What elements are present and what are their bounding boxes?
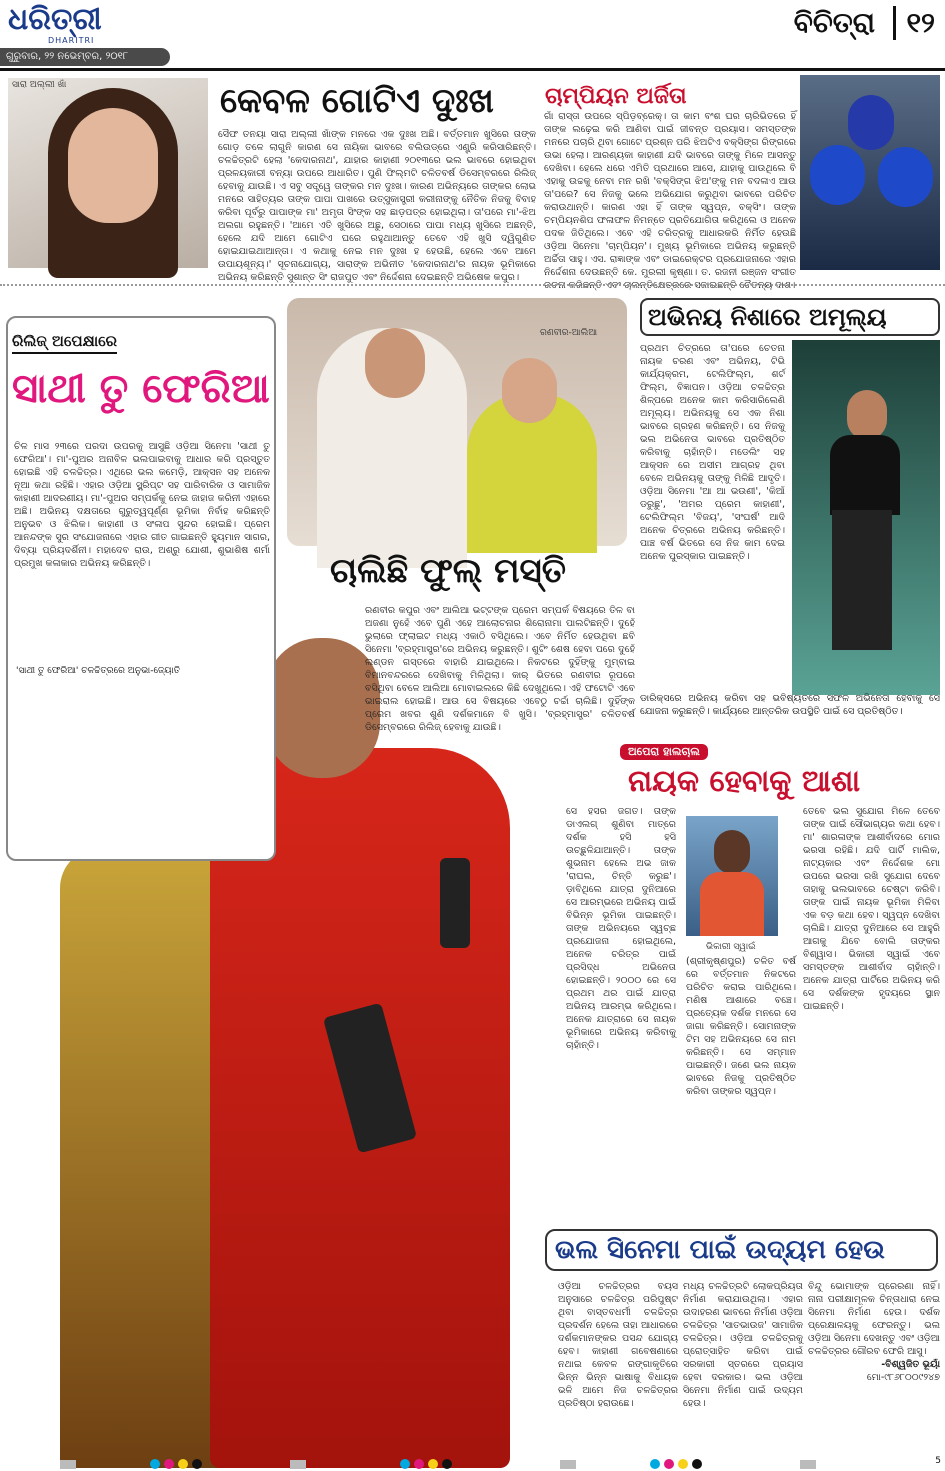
story3-headline: ଚାଲିଛି ଫୁଲ୍ ମସ୍ତି — [330, 551, 566, 591]
black-dot — [192, 1459, 202, 1469]
bhala-cinema-headline: ଭଲ ସିନେମା ପାଇଁ ଉଦ୍ୟମ ହେଉ — [545, 1229, 938, 1271]
bhala-body-col3-text: ବିନ୍ଦୁ ଭୋମାଙ୍କ ପ୍ରେରଣା ନାହିଁ। ନାନା ପରୀକ୍ଷାମୂଳକ ଚିନ୍ତାଧାରା ନେଇ ସିନେମା ନିର୍ମାଣ ହେଉ। ଦର୍ଶକ ପ୍ରେକ୍ଷାଳୟକୁ ଫେରନ୍ତୁ। ଭଲ ଓଡ଼ିଆ ସିନେମା ଦେଖନ୍ତୁ ଏବଂ ଓଡ଼ିଆ ଚଳଚ୍ଚିତ୍ରର ଗୌରବ ଫେରି ଆସୁ। — [808, 1281, 940, 1357]
black-dot — [692, 1459, 702, 1469]
saathi-body: ଚିଳ ମାସ ୨୩ରେ ପରଦା ଉପରକୁ ଆସୁଛି ଓଡ଼ିଆ ସିନେମା 'ସାଥୀ ତୁ ଫେରିଆ'। ମା'-ପୁଅର ଅନାବିଳ ଭଲପାଇବାକୁ ଆଧାର କରି ପ୍ରସ୍ତୁତ ହୋଇଛି ଏହି ଚଳଚ୍ଚିତ୍ର। ଏଥିରେ ଭଲ କମେଡ଼ି, ଆକ୍ସନ ସହ ଅନେକ ନୂଆ କଥା ରହିଛି। ଏହାର ଓଡ଼ିଆ ସ୍କ୍ରିପ୍ଟ ସହ ପାରିବାରିକ ଓ ସାମାଜିକ କାହାଣୀ ଆଦରଣୀୟ। ମା'-ପୁଅର ସମ୍ପର୍କକୁ ନେଇ ଜାହାଜ କରିନୀ ଏହାରେ ଅଛି। ଅଭିନୟ ଦକ୍ଷତାରେ ଗୁରୁତ୍ୱପୂର୍ଣ୍ଣ ଭୂମିକା ନିର୍ବାହ କରିଛନ୍ତି ଅନୁଭବ ଓ ଝିଲିକ। କାହାଣୀ ଓ ସଂଳାପ ସୁନ୍ଦର ହୋଇଛି। ପ୍ରେମ ଆନନ୍ଦଙ୍କ ସୁର ସଂଯୋଜନାରେ ଏହାର ଗୀତ ଗାଇଛନ୍ତି ହ୍ୟୁମାନ ସାଗର, ଦିବ୍ୟା ପ୍ରିୟଦର୍ଶିନୀ। ମହାଦେବ ରାଉ, ଅଶ୍ରୁ ଯୋଶୀ, ଶୁଭାଶିଷ ଶର୍ମା ପ୍ରମୁଖ କଳାକାର ଅଭିନୟ କରିଛନ୍ତି। — [14, 441, 270, 569]
logo-subtext: DHARITRI — [48, 36, 95, 45]
nayak-body-col3: ତେବେ ଭଲ ସୁଯୋଗ ମିଳେ ତେବେ ତାଙ୍କ ପାଇଁ ସୌଭାଗ୍ୟର କଥା ହେବ। ମା' ଶାରଳାଙ୍କ ଆଶୀର୍ବାଦରେ ମୋର ଭରସା ରହିଛି। ଯଦି ପାର୍ଟି ମାଲିକ, ନାଟ୍ୟକାର ଏବଂ ନିର୍ଦ୍ଦେଶକ ମୋ ଉପରେ ଭରସା ରଖି ସୁଯୋଗ ଦେବେ ତାହାକୁ ଭଲଭାବରେ ଚେଷ୍ଟା କରିବି। ତାଙ୍କ ପାଇଁ ନାୟକ ଭୂମିକା ମିଳିବା ଏକ ବଡ଼ କଥା ହେବ। ସ୍ୱପ୍ନ ଦେଖିବା ଚାଲିଛି। ଯାତ୍ରା ଦୁନିଆରେ ସେ ଆହୁରି ଆଗକୁ ଯିବେ ବୋଲି ତାଙ୍କର ବିଶ୍ୱାସ। ଭିକାରୀ ସ୍ୱାଇଁ ଏବେ ସମସ୍ତଙ୍କ ଆଶୀର୍ବାଦ ଚାହାଁନ୍ତି। ଅନେକ ଯାତ୍ରା ପାର୍ଟିରେ ଅଭିନୟ କରି ସେ ଦର୍ଶକଙ୍କ ହୃଦୟରେ ସ୍ଥାନ ପାଇଛନ୍ତି। — [803, 806, 940, 1012]
bhala-body-col2: ମଧ୍ୟ ଚଳଚ୍ଚିତ୍ରଟି ଲୋକପ୍ରିୟତା ନିର୍ମାଣ କରାଯାଉଥିଲା। ଏହାର ଉଦାହରଣ ଭାବରେ ନିର୍ମାଣ ଓଡ଼ିଆ ଚଳଚ୍ଚିତ୍ର 'ସାତଭାଉଜ' ସାମାଜିକ ଚଳଚ୍ଚିତ୍ର। ଓଡ଼ିଆ ଚଳଚ୍ଚିତ୍ରକୁ ପ୍ରୋତ୍ସାହିତ କରିବା ପାଇଁ ସରକାରୀ ସ୍ତରରେ ପ୍ରୟାସ ହେବା ଦରକାର। ଭଲ ଓଡ଼ିଆ ସିନେମା ନିର୍ମାଣ ପାଇଁ ଉଦ୍ୟମ ହେଉ। — [683, 1281, 803, 1409]
saathi-caption: 'ସାଥୀ ତୁ ଫେରିଆ' ଚଳଚ୍ଚିତ୍ରରେ ଅନୁଭା-ଜ୍ୟୋତି — [16, 666, 181, 676]
section-name: ବିଚିତ୍ରା — [793, 6, 875, 39]
photo-face-shape — [847, 390, 887, 440]
sara-ali-khan-photo — [8, 78, 208, 268]
actor-amulya-photo — [792, 340, 940, 695]
nayak-kicker: ଅପେରା ହାଲଚାଲ — [620, 744, 708, 760]
poster-man-head-shape — [265, 638, 380, 778]
magenta-dot — [414, 1459, 424, 1469]
nayak-body-col1: ସେ ହସର ଜଗତ। ତାଙ୍କ ଡାଏଲଗ୍ ଶୁଣିବା ମାତ୍ରେ ଦର୍ଶକ ହସି ହସି ଉଚ୍ଛୁଳିଯାଆନ୍ତି। ତାଙ୍କ ଶୁଭନାମ ହେଲେ ଅଭ ଜାକ 'ରାଘଲ, ଚିନ୍ତି କରୁଛ'। ଡ଼ାବିଥିଲେ ଯାତ୍ରା ଦୁନିଆରେ ସେ ଆରମ୍ଭରେ ଅଭିନୟ ପାଇଁ ବିଭିନ୍ନ ଭୂମିକା ପାଇଛନ୍ତି। ତାଙ୍କ ଅଭିନୟରେ ସ୍ୱଚ୍ଛ ପ୍ରଯୋଜନା ହୋଇଥିଲେ, ଅନେକ ଚରିତ୍ର ପାଇଁ ପ୍ରସିଦ୍ଧ ଅଭିନେତା ହୋଇଛନ୍ତି। ୨୦୦୦ ରେ ସେ ପ୍ରଥମ ଥର ପାଇଁ ଯାତ୍ରା ଅଭିନୟ ଆରମ୍ଭ କରିଥିଲେ। ଅନେକ ଯାତ୍ରାରେ ସେ ନାୟକ ଭୂମିକାରେ ଅଭିନୟ କରିବାକୁ ଚାହାଁନ୍ତି। — [566, 806, 676, 1051]
magenta-dot — [664, 1459, 674, 1469]
nayak-photo-caption: ଭିକାରୀ ସ୍ୱାଇଁ — [706, 942, 756, 952]
cyan-dot — [150, 1459, 160, 1469]
sara-photo-caption: ସାରା ଅଲ୍ଲୀ ଖାଁ — [12, 80, 67, 90]
story1-headline: କେବଳ ଗୋଟିଏ ଦୁଃଖ — [220, 81, 494, 121]
bhala-body-col3 — [808, 1280, 940, 1458]
newspaper-logo[interactable] — [8, 4, 158, 52]
cyan-dot — [650, 1459, 660, 1469]
boxing-glove-icon — [810, 145, 865, 205]
print-registration-marks — [0, 1458, 945, 1471]
photo-person-shape — [700, 872, 764, 936]
photo-face-shape — [714, 830, 750, 874]
photo-person-shape — [830, 435, 900, 515]
abhinay-headline: ଅଭିନୟ ନିଶାରେ ଅମୂଲ୍ୟ — [640, 298, 940, 336]
yellow-dot — [178, 1459, 188, 1469]
page-number: ୧୨ — [893, 6, 935, 40]
story3-body: ରଣବୀର କପୁର ଏବଂ ଆଲିଆ ଭଟ୍ଟଙ୍କ ପ୍ରେମ ସମ୍ପର୍କ ବିଷୟରେ ତିଳ ବା ଅଜଣା ନୁହେଁ ଏବେ ପୁଣି ଏହେ ଆଲୋଚନାର ଶିରୋନାମା ପାଲଟିଛନ୍ତି। ଦୁହେଁ ଭୁଲାରେ ଫ୍ଲାଇଟ ମଧ୍ୟ ଏକାଠି ବସିଥିଲେ। ଏବେ ନିର୍ମିତ ହେଉଥିବା ଛବି ସିନେମା 'ବ୍ରହ୍ମାସ୍ତ୍ର'ରେ ଅଭିନୟ କରୁଛନ୍ତି। ଶୁଟିଂ ଶେଷ ହେବା ପରେ ଦୁହେଁ ଲଣ୍ଡନ ଗସ୍ତରେ ବାହାରି ଯାଇଥିଲେ। ନିକଟରେ ଦୁହିଁଙ୍କୁ ମୁମ୍ବାଇ ବିମାନବନ୍ଦରରେ ଦେଖିବାକୁ ମିଳିଥିଲା। କାର୍ ଭିତରେ ରଣବୀର ରୂପରେ ବସିଥିବା ବେଳେ ଆଲିଆ ମୋବାଇଲରେ କିଛି ଦେଖୁଥିଲେ। ଏହି ଫଟୋଟି ଏବେ ଭାଇରାଲ ହୋଇଛି। ଆଉ ସେ ବିଷୟରେ ଏବେଠୁ ଚର୍ଚ୍ଚା ଚାଲିଛି। ଦୁହିଁଙ୍କ ପ୍ରେମ ଖବର ଶୁଣି ଦର୍ଶକମାନେ ବି ଖୁସି। 'ବ୍ରହ୍ମାସ୍ତ୍ର' ଚଳିତବର୍ଷ ଡିସେମ୍ବରରେ ରିଲିଜ୍ ହେବାକୁ ଯାଉଛି। — [365, 605, 635, 733]
section-divider — [0, 284, 945, 286]
story2-headline: ଚାମ୍ପିୟନ ଅର୍ଜିତା — [545, 83, 687, 109]
page-mark: 5 — [935, 1456, 941, 1466]
magenta-dot — [164, 1459, 174, 1469]
gray-swatch — [290, 1460, 306, 1469]
nayak-headline: ନାୟକ ହେବାକୁ ଆଶା — [628, 764, 861, 799]
photo-headgear-shape — [848, 95, 894, 150]
yellow-dot — [678, 1459, 688, 1469]
pistol-icon — [440, 858, 470, 948]
issue-date: ଗୁରୁବାର, ୨୨ ନଭେମ୍ବର, ୨୦୧୮ — [0, 48, 170, 66]
bhala-byline: -ବିଶ୍ୱଜିତ ଭୂୟାଁ — [881, 1359, 940, 1370]
logo-text: ଧରିତ୍ରୀ — [8, 2, 102, 37]
photo-face-shape — [365, 328, 425, 398]
gray-swatch — [560, 1460, 576, 1469]
gray-swatch — [800, 1460, 816, 1469]
masthead-rule — [0, 68, 945, 71]
saathi-kicker: ରିଲିଜ୍ ଅପେକ୍ଷାରେ — [12, 332, 117, 354]
gray-swatch — [60, 1460, 76, 1469]
story1-body: ସୈଫ ତନୟା ସାରା ଅଲ୍ଲୀ ଖାଁଙ୍କ ମନରେ ଏକ ଦୁଃଖ ଅଛି। ବର୍ତ୍ତମାନ ଖୁସିରେ ତାଙ୍କ ଗୋଡ଼ ତଳେ ଲାଗୁନି କାରଣ ସେ ନାୟିକା ଭାବରେ ବଲିଉଡ୍‌ରେ ଏଣ୍ଟ୍ରି କରିସାରିଛନ୍ତି। ଚଳଚ୍ଚିତ୍ରଟି ହେଲା 'କେଦାରନାଥ', ଯାହାର କାହାଣୀ ୨୦୧୩ରେ ଭଲ ଭାବରେ ହୋଇଥିବା ପ୍ରଳୟକାରୀ ବନ୍ୟା ଉପରେ ଆଧାରିତ। ପୁଣି ଫିଲ୍ମଟି ଚଳିତବର୍ଷ ଡିସେମ୍ବରରେ ରିଲିଜ୍ ହେବାକୁ ଯାଉଛି। ଏ ସବୁ ସତ୍ତ୍ୱେ ତାଙ୍କର ମନ ଦୁଃଖ। କାରଣ ଅଭିନ୍ୟରେ ତାଙ୍କର ଲୋଭ ମନରେ ସାହିତ୍ୟର ତାଙ୍କ ପାପା ପାଖରେ ଉତ୍ସୁକାସ୍ତ୍ରୀ କରୀନାଙ୍କୁ ନୈତିକ ନିଜକୁ ବିବାହ କରିବା ପୂର୍ବରୁ ପାପାଙ୍କ ମା' ଅମୃତା ସିଂଙ୍କ ସହ ଛାଡ଼ପତ୍ର ହୋଇଥିଲା। ତା'ପରେ ମା'-ଝିଅ ଅଲଗା ରହୁଛନ୍ତି। 'ଆମେ ଏତି ଖୁସିରେ ଅଛୁ, ସେଠାରେ ପାପା ମଧ୍ୟ ଖୁସିରେ ଅଛନ୍ତି, ହେଲେ ଯଦି ଆମେ ଗୋଟିଏ ଘରେ ରହୁଥାଆନ୍ତୁ ତେବେ ଏହି ଖୁସି ଦ୍ୱିଗୁଣିତ ହୋଇଯାଇଥାଆନ୍ତା। ଏ କଥାକୁ ନେଇ ମନ ଦୁଃଖ ହ ହେଉଛି, ହେଲେ ଏବେ ଆମେ ଉପାୟଶୂନ୍ୟ।' ସୂଚନାଯୋଗ୍ୟ, ସାରାଙ୍କ ଅଭିନୀତ 'କେଦାରନାଥ'ର ନାୟକ ଭୂମିକାରେ ଅଭିନୟ କରିଛନ୍ତି ସୁଶାନ୍ତ ସିଂ ରାଜପୁତ ଏବଂ ନିର୍ଦ୍ଦେଶନା ଦେଇଛନ୍ତି ଅଭିଷେକ କପୁର। — [218, 129, 536, 283]
photo-person-shape — [832, 510, 892, 650]
boxing-glove-icon — [878, 147, 933, 207]
bhikari-swain-photo — [686, 816, 778, 936]
photo-face-shape — [502, 358, 557, 423]
bhala-phone: ମୋ-୯୮୬୮୦୦୯୨୪୭ — [866, 1372, 940, 1383]
yellow-dot — [428, 1459, 438, 1469]
black-dot — [442, 1459, 452, 1469]
boxer-photo — [800, 75, 940, 270]
story2-body: ଗାଁ ରାସ୍ତା ଉପରେ ସ୍ପିଡ଼ବ୍ରେକ୍। ତା କାମ ବଂଶ ଘର ଚାରିଭିତରେ ହିଁ ତାଙ୍କ ଲଢ଼େଇ କରି ଆଣିବା ପାଇଁ ଜୀବନ୍ତ ପ୍ରୟାସ। ସମସ୍ତଙ୍କ ମନରେ ପଚାରି ଥିବା ଗୋଟେ ପ୍ରଶ୍ନ ପରି ଝିଅଟିଏ ବକ୍ସିଙ୍ଗ ରିଙ୍ଗରେ ଉଭା ହେଲା। ଆରଣ୍ୟକା କାହାଣୀ ଯଦି ଭାବରେ ତାଙ୍କୁ ମିଳେ ଆସନ୍ତୁ ଦେଖିବା। ହେଲେ ଧରେ ଏମିତି ପ୍ରଥାରେ ଆସେ, ଯାହାକୁ ପାଉଥିଲେ ବି ଏହାକୁ ଉଚ୍ଚକୁ ନେବା ମନ ରଖି 'ବକ୍ସିଙ୍ଗ ଝିଅ'ଙ୍କୁ ମନ ବଦଳାଏ ଆଉ ତା'ପରେ? ସେ ନିଜକୁ ଭଲେ ଅଭିଯୋଗ କରୁଥିବା ଭାବରେ ପରିଚିତ କରାଉଥାନ୍ତି। କାରଣ ଏହା ହିଁ ତାଙ୍କ ସ୍ୱପ୍ନ, ବକ୍ସିଂ। ତାଙ୍କ ଚମ୍ପିୟନଶିପ ଫଳାଫଳ ନିମନ୍ତେ ପ୍ରତିଯୋଗିତା କରିଥିଲେ ଓ ଅନେକ ପଦକ ଜିତିଥିଲେ। ଏବେ ଏହି ଚରିତ୍ରକୁ ଆଧାରକରି ନିର୍ମିତ ହେଉଛି ଓଡ଼ିଆ ସିନେମା 'ଚାମ୍ପିୟନ'। ମୁଖ୍ୟ ଭୂମିକାରେ ଅଭିନୟ କରୁଛନ୍ତି ଅର୍ଚ୍ଚିତା ସାହୁ। ଏସ. ରାଜ୍ଞାଙ୍କ ଏବଂ ଡାଇରେକ୍ଟର ପ୍ରଯୋଜନାରେ ଏହାର ନିର୍ଦ୍ଦେଶନା ଦେଉଛନ୍ତି କେ. ମୁରଲୀ କୃଷ୍ଣା। ତ. ରଜନୀ ରଞ୍ଜନ ସଂଗୀତ ରଚନା କରିଛନ୍ତି ଏବଂ ଚାଲନ୍ତିକ୍ଷେତ୍ରରେ ସଜାଇଛନ୍ତି ଚୈତନ୍ୟ ଦାଶ। — [544, 111, 796, 291]
nayak-body-col2: (ଶ୍ରୀକୃଷ୍ଣପୁର) ଚଳିତ ବର୍ଷ ରେ ବର୍ତ୍ତମାନ ନିକଟରେ ପରିଚିତ କରାଇ ପାରିଥିଲେ। ମଣିଷ ଆଶାରେ ବଞ୍ଚେ। ପ୍ରତ୍ୟେକ ଦର୍ଶକ ମନରେ ସେ ଜାଗା କରିଛନ୍ତି। ସୋମନାଙ୍କ ଟିମ ସହ ଅଭିନୟରେ ସେ ନାମ କରିଛନ୍ତି। ସେ ସମ୍ମାନ ପାଇଛନ୍ତି। ଜଣେ ଭଲ ନାୟକ ଭାବରେ ନିଜକୁ ପ୍ରତିଷ୍ଠିତ କରିବା ତାଙ୍କର ସ୍ୱପ୍ନ। — [686, 956, 796, 1097]
abhinay-body: ପ୍ରଥମ ଚିତ୍ରରେ ତା'ପରେ ଚେତନା ନାୟକ ଚରଣ ଏବଂ ଅଭିନୟ, ଟିଭି କାର୍ଯ୍ୟକ୍ରମ, ଟେଲିଫିଲ୍ମ, ଶର୍ଟ ଫିଲ୍ମ, ବିଜ୍ଞାପନ। ଓଡ଼ିଆ ଚଳଚ୍ଚିତ୍ର ଶିଳ୍ପରେ ଅନେକ କାମ କରିସାରିଲେଣି ଅମୂଲ୍ୟ। ଅଭିନୟକୁ ସେ ଏକ ନିଶା ଭାବରେ ଗ୍ରହଣ କରିଛନ୍ତି। ସେ ନିଜକୁ ଭଲ ଅଭିନେତା ଭାବରେ ପ୍ରତିଷ୍ଠିତ କରିବାକୁ ଚାହାଁନ୍ତି। ମଡେଲିଂ ସହ ଆକ୍ସନ ରେ ଅସୀମ ଆଗ୍ରହ ଥିବା ବେଳେ ଅଭିନୟକୁ ତାଙ୍କୁ ମିଳିଛି ଆଦୃତି। ଓଡ଼ିଆ ସିନେମା 'ଆ ଆ ଭଉଣୀ', 'କିଆଁ ଡରୁଛୁ', 'ଅମର ପ୍ରେମ କାହାଣୀ', ଟେଲିଫିଲ୍ମ 'ବିଜୟ', 'ସଂଘର୍ଷ' ଆଦି ଅନେକ ଚିତ୍ରରେ ଅଭିନୟ କରିଛନ୍ତି। ପାଞ୍ଚ ବର୍ଷ ଭିତରେ ସେ ନିଜ କାମ ଦେଇ ଅନେକ ପୁରସ୍କାର ପାଇଛନ୍ତି। — [640, 343, 785, 562]
bhala-body-col1: ଓଡ଼ିଆ ଚଳଚ୍ଚିତ୍ରର ବୟସ ଅନୁସାରେ ଚଳଚ୍ଚିତ୍ର ପରିପୁଷ୍ଟ ଥିବା ବାସ୍ତବଧର୍ମୀ ଚଳଚ୍ଚିତ୍ର ପ୍ରଦର୍ଶନ ହେଲେ ତାହା ଆଧାରରେ ଦର୍ଶକମାନଙ୍କର ପସନ୍ଦ ଯୋଗ୍ୟ ହେବ। କାହାଣୀ ଗବେଷଣାରେ ନଥାଇ କେବଳ ରଙ୍ଗାକୃତିରେ ଭିନ୍ନ ଭିନ୍ନ ଭାଷାକୁ ବିଧାୟକ ଭଳି ଆମେ ନିଜ ଚଳଚ୍ଚିତ୍ରର ପ୍ରତିଷ୍ଠା ହରାଉଛେ। — [558, 1281, 678, 1409]
ranbir-alia-caption: ରଣବୀର-ଆଲିଆ — [540, 328, 598, 338]
abhinay-body-tail: ଡାରିକ୍ସରେ ଅଭିନୟ କରିବା ସହ ଭବିଷ୍ୟତରେ ସଫଳ ଅଭିନେତା ହେବାକୁ ସେ ଯୋଜନା କରୁଛନ୍ତି। କାର୍ଯ୍ୟରେ ଆନ୍ତରିକ ଉପସ୍ଥିତି ପାଇଁ ସେ ପ୍ରତିଷ୍ଠିତ। — [640, 693, 940, 717]
cyan-dot — [400, 1459, 410, 1469]
saathi-headline: ସାଥୀ ତୁ ଫେରିଆ — [12, 365, 270, 412]
photo-face-shape — [68, 108, 158, 223]
masthead — [0, 0, 945, 72]
